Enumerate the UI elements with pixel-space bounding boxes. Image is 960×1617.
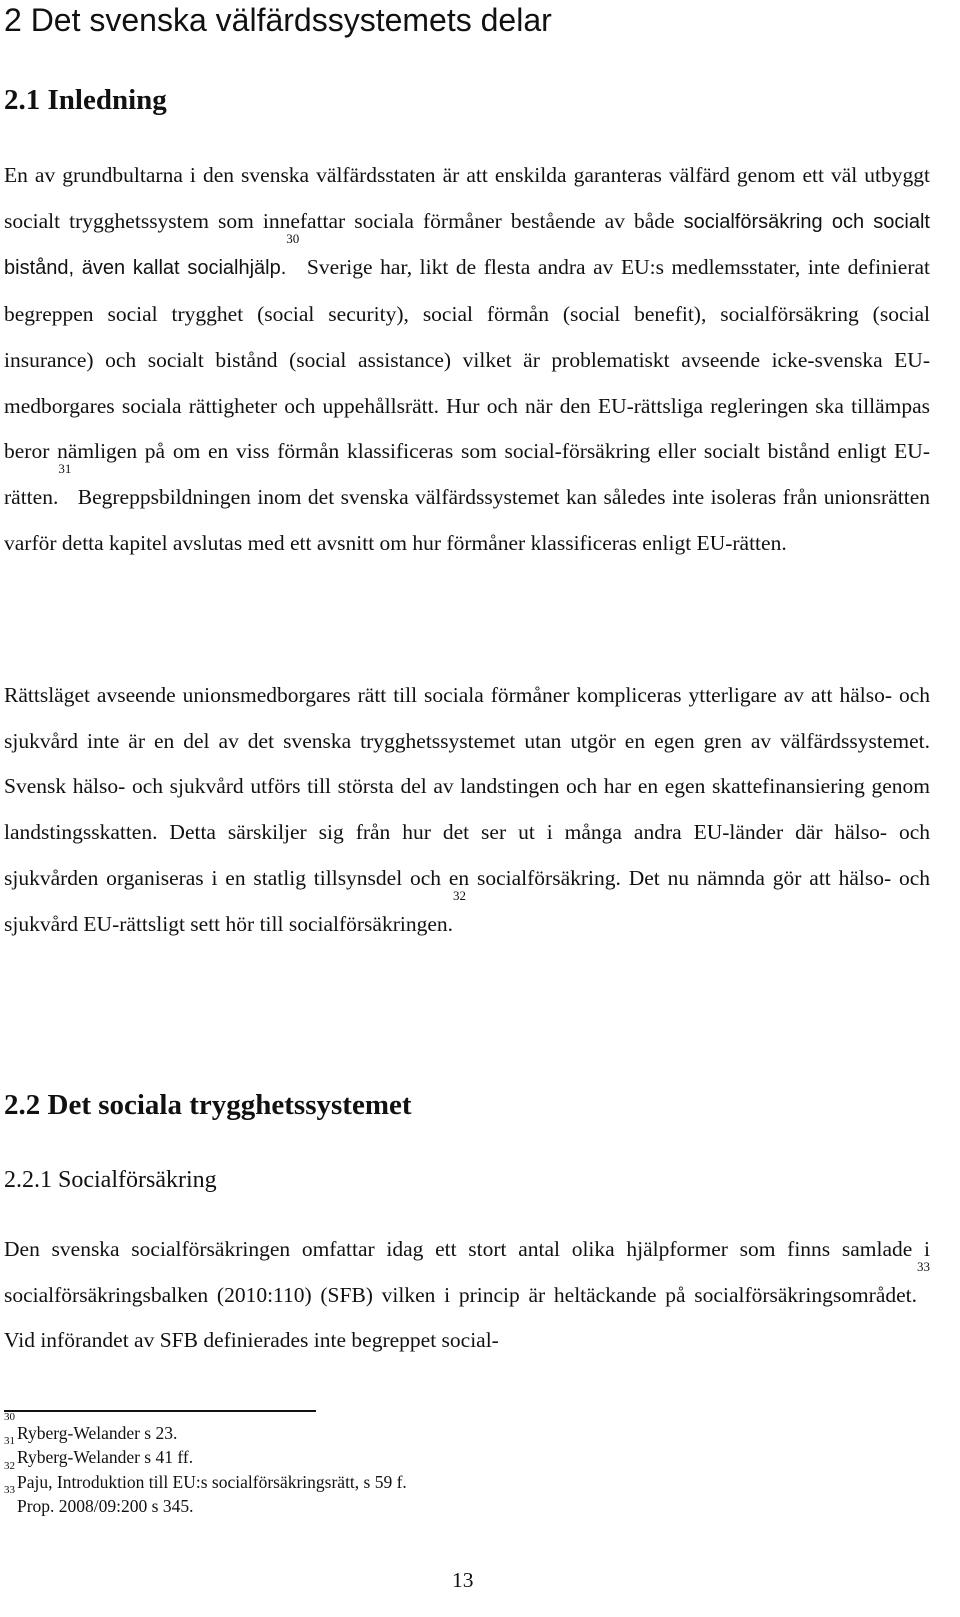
footnote-text: Ryberg-Welander s 41 ff. [17, 1447, 194, 1468]
footnote-number: 33 [4, 1483, 15, 1496]
paragraph-introduction-2 [4, 673, 930, 947]
paragraph-text-sans: socialförsäkring och socialt bistånd, även kallat socialhjälp. [4, 210, 930, 280]
page-number: 13 [452, 1568, 474, 1592]
footnote-item [4, 1411, 407, 1448]
footnote-text: Prop. 2008/09:200 s 345. [17, 1495, 194, 1516]
footnote-ref-32[interactable]: 32 [453, 887, 467, 903]
chapter-title: 2 Det svenska välfärdssystemets delar [4, 2, 552, 38]
footnote-number: 30 [4, 1411, 15, 1423]
footnote-text: Ryberg-Welander s 23. [17, 1423, 178, 1443]
section-heading-2-2: 2.2 Det sociala trygghetssystemet [4, 1089, 412, 1121]
paragraph-text: Den svenska socialförsäkringen omfattar idag ett stort antal olika hjälpformer som finns samlade i socialförsäkringsbalken (2010:110) (SFB) vilken i princip är heltäckande på socialförsäkringsområdet. [4, 1237, 930, 1307]
footnote-ref-33[interactable]: 33 [917, 1258, 930, 1274]
paragraph-text: En av grundbultarna i den svenska välfärdsstaten är att enskilda garanteras välfärd genom ett väl utbyggt socialt trygghetssystem som innefattar sociala förmåner bestående av både [4, 163, 930, 233]
paragraph-socialforsakring-1 [4, 1227, 930, 1364]
section-heading-2-1: 2.1 Inledning [4, 84, 167, 116]
paragraph-text: Sverige har, likt de flesta andra av EU:s medlemsstater, inte definierat begreppen social trygghet (social security), social förmån (social benefit), socialförsäkring (social insurance) och socialt bistånd (social assistance) vilket är problematiskt avseende icke-svenska EU-medborgares sociala rättigheter och uppehållsrätt. Hur och när den EU-rättsliga regleringen ska tillämpas beror nämligen på om en viss förmån klassificeras som social-försäkring eller socialt bistånd enligt EU-rätten. [4, 255, 930, 509]
subsection-heading-2-2-1: 2.2.1 Socialförsäkring [4, 1167, 217, 1193]
footnote-number: 31 [4, 1435, 15, 1448]
paragraph-text: Rättsläget avseende unionsmedborgares rätt till sociala förmåner kompliceras ytterligare av att hälso- och sjukvård inte är en del av det svenska trygghetssystemet utan utgör en egen gren av välfärdssystemet. Svensk hälso- och sjukvård utförs till största del av landstingen och har en egen skattefinansiering genom landstingsskatten. Detta särskiljer sig från hur det ser ut i många andra EU-länder där hälso- och sjukvården organiseras i en statlig tillsynsdel och en socialförsäkring. Det nu nämnda gör att hälso- och sjukvård EU-rättsligt sett hör till socialförsäkringen. [4, 683, 930, 936]
footnote-item [4, 1459, 407, 1494]
paragraph-introduction-1 [4, 153, 930, 566]
footnote-list [4, 1411, 407, 1518]
footnote-item [4, 1483, 407, 1518]
paragraph-text: Vid införandet av SFB definierades inte begreppet social- [4, 1328, 499, 1353]
footnote-item [4, 1435, 407, 1469]
footnote-text: Paju, Introduktion till EU:s socialförsäkringsrätt, s 59 f. [17, 1471, 407, 1492]
footnote-separator [4, 1410, 316, 1412]
paragraph-text: Begreppsbildningen inom det svenska välfärdssystemet kan således inte isoleras från unionsrätten varför detta kapitel avslutas med ett avsnitt om hur förmåner klassificeras enligt EU-rätten. [4, 484, 930, 555]
footnote-ref-30[interactable]: 30 [286, 231, 300, 247]
footnote-number: 32 [4, 1459, 15, 1472]
footnote-ref-31[interactable]: 31 [58, 460, 72, 476]
